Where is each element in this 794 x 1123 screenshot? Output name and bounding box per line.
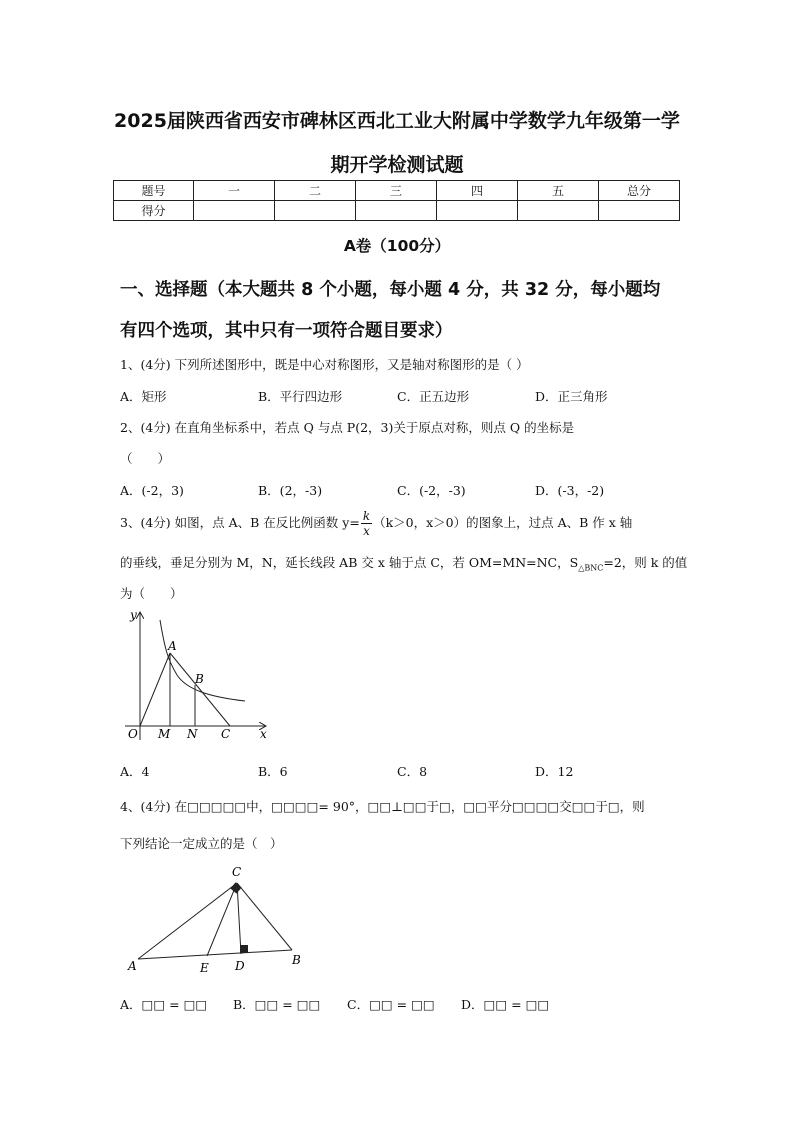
fraction-numerator: k — [362, 509, 371, 523]
q3-option-c[interactable]: C．8 — [397, 764, 428, 779]
paper-a-heading: A卷（100分） — [343, 237, 451, 255]
question-1-text: 1、(4分) 下列所述图形中，既是中心对称图形，又是轴对称图形的是（ ） — [120, 357, 529, 372]
score-cell[interactable] — [356, 201, 437, 221]
label-a: A — [168, 639, 177, 653]
q1-option-c[interactable]: C．正五边形 — [397, 389, 470, 404]
q2-option-c[interactable]: C．(-2，-3) — [397, 483, 466, 498]
label-c: C — [232, 865, 242, 879]
q2-option-b[interactable]: B．(2，-3) — [258, 483, 323, 498]
right-angle-mark-c — [230, 882, 241, 893]
q4-option-c[interactable]: C．□□ = □□ — [347, 997, 435, 1012]
segment-ac — [170, 653, 230, 726]
q3-option-b[interactable]: B．6 — [258, 764, 288, 779]
question-3-line-3: 为（ ） — [120, 586, 183, 601]
title-line-1: 2025届陕西省西安市碑林区西北工业大附属中学数学九年级第一学 — [114, 110, 680, 132]
score-cell[interactable] — [599, 201, 680, 221]
label-b: B — [195, 672, 204, 686]
table-cell: 题号 — [114, 181, 194, 201]
score-cell[interactable] — [518, 201, 599, 221]
label-c: C — [221, 727, 231, 741]
table-cell: 四 — [437, 181, 518, 201]
right-angle-mark-d — [240, 945, 248, 953]
q3-option-a[interactable]: A．4 — [120, 764, 150, 779]
fraction-denominator: x — [363, 524, 370, 538]
q3-line2-subscript: △BNC — [578, 563, 604, 573]
label-a: A — [128, 959, 137, 973]
table-cell: 三 — [356, 181, 437, 201]
q3-line2-before: 的垂线，垂足分别为 M，N，延长线段 AB 交 x 轴于点 C，若 OM=MN=NC，S — [120, 555, 579, 570]
q1-option-a[interactable]: A．矩形 — [120, 389, 167, 404]
table-cell: 一 — [194, 181, 275, 201]
q2-option-d[interactable]: D．(-3，-2) — [535, 483, 605, 498]
score-table-header-row — [114, 181, 680, 201]
label-y: y — [130, 608, 137, 622]
q3-text-after: （k＞0，x＞0）的图象上，过点 A、B 作 x 轴 — [373, 515, 633, 530]
label-n: N — [187, 727, 198, 741]
side-ab — [138, 950, 292, 959]
score-cell[interactable] — [194, 201, 275, 221]
q3-hyperbola-figure — [115, 605, 275, 745]
side-cb — [237, 883, 292, 950]
hyperbola-curve — [160, 620, 245, 701]
table-cell: 五 — [518, 181, 599, 201]
q2-option-a[interactable]: A．(-2，3) — [120, 483, 184, 498]
question-3-line-2 — [120, 553, 687, 573]
label-b: B — [292, 953, 301, 967]
q1-option-d[interactable]: D．正三角形 — [535, 389, 608, 404]
score-cell[interactable] — [275, 201, 356, 221]
question-3-text — [120, 508, 632, 538]
segment-oa — [140, 653, 170, 726]
section-heading-line-1: 一、选择题（本大题共 8 个小题，每小题 4 分，共 32 分，每小题均 — [120, 280, 661, 300]
label-o: O — [128, 727, 138, 741]
q1-option-b[interactable]: B．平行四边形 — [258, 389, 343, 404]
label-d: D — [235, 959, 245, 973]
side-ac — [138, 883, 237, 959]
question-2-text: 2、(4分) 在直角坐标系中，若点 Q 与点 P(2，3)关于原点对称，则点 Q 的坐标是 — [120, 420, 575, 435]
label-x: x — [260, 727, 267, 741]
q4-triangle-figure — [120, 862, 310, 977]
question-4-line-2: 下列结论一定成立的是（ ） — [120, 836, 283, 851]
table-cell: 总分 — [599, 181, 680, 201]
title-line-2: 期开学检测试题 — [330, 154, 464, 176]
q3-line2-after: =2，则 k 的值 — [603, 555, 688, 570]
q3-text-before: 3、(4分) 如图，点 A、B 在反比例函数 y= — [120, 515, 360, 530]
q4-option-d[interactable]: D．□□ = □□ — [461, 997, 550, 1012]
section-heading-line-2: 有四个选项，其中只有一项符合题目要求） — [120, 321, 453, 341]
table-cell: 得分 — [114, 201, 194, 221]
question-2-blank: （ ） — [120, 451, 171, 466]
q4-option-b[interactable]: B．□□ = □□ — [233, 997, 321, 1012]
question-4-text: 4、(4分) 在□□□□□中，□□□□= 90°，□□⊥□□于□，□□平分□□□□交□□于□，则 — [120, 799, 645, 814]
table-cell: 二 — [275, 181, 356, 201]
label-m: M — [158, 727, 171, 741]
score-table-score-row — [114, 201, 680, 221]
q4-option-a[interactable]: A．□□ = □□ — [120, 997, 208, 1012]
score-cell[interactable] — [437, 201, 518, 221]
label-e: E — [200, 961, 209, 975]
q3-option-d[interactable]: D．12 — [535, 764, 574, 779]
score-table — [113, 180, 680, 221]
altitude-cd — [237, 883, 241, 954]
fraction-k-over-x — [361, 509, 372, 538]
